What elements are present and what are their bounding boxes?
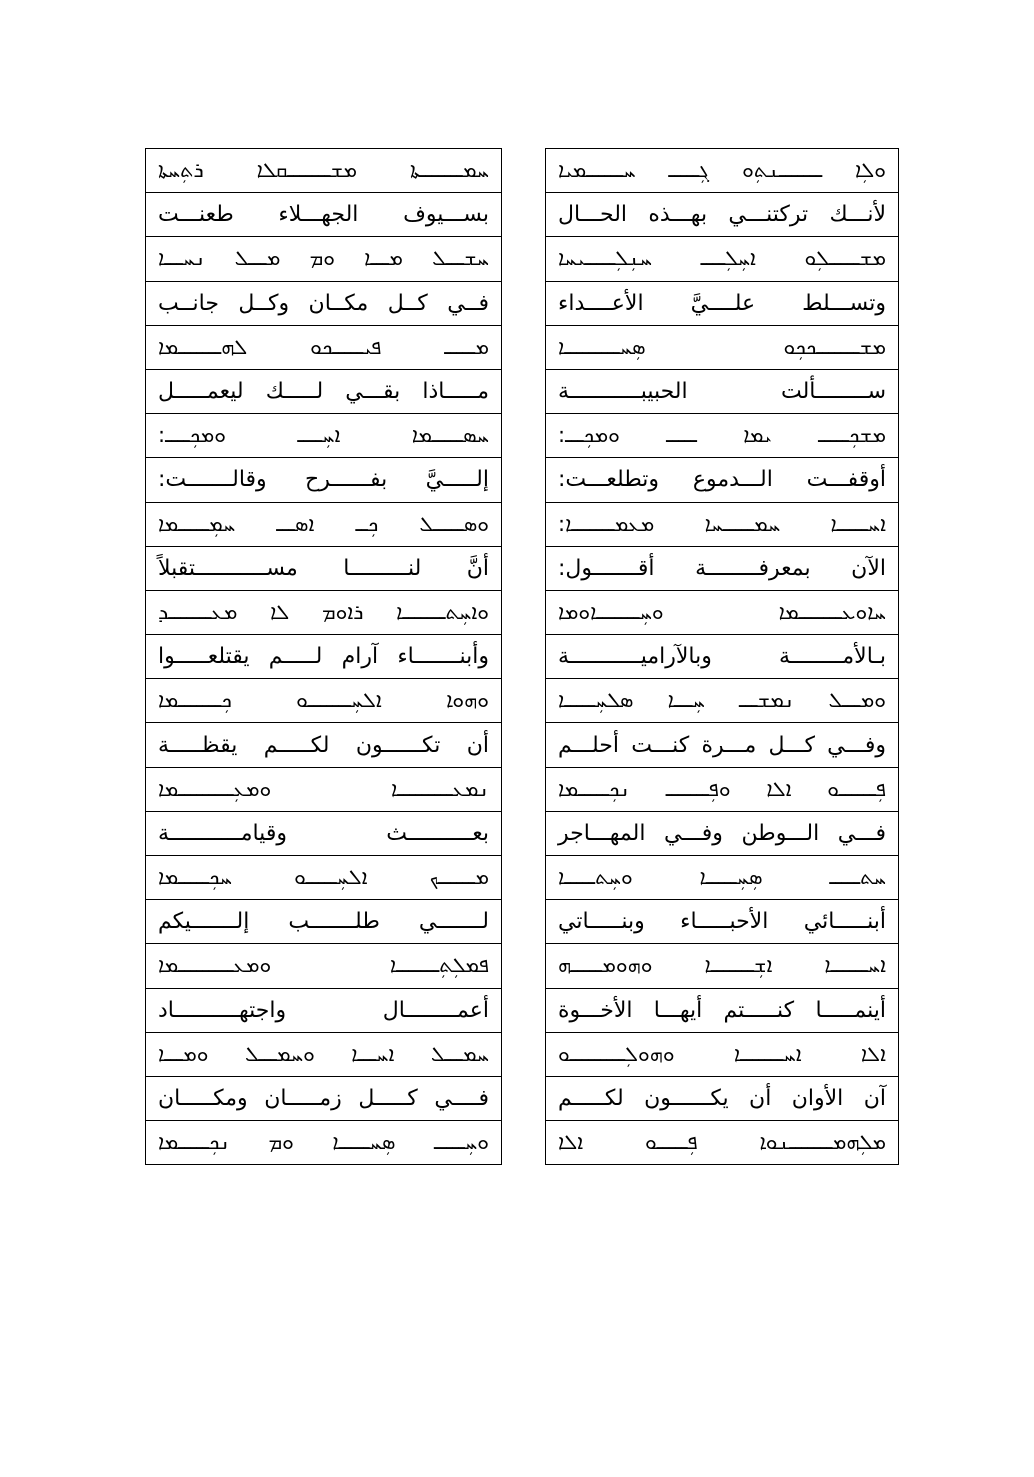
- poem-row: [146, 414, 899, 458]
- column-gap: [502, 635, 546, 679]
- column-gap: [502, 325, 546, 369]
- poem-row: [146, 635, 899, 679]
- verse-right: وفـــي كـــل مـــرة كنـــت أحلـــم: [546, 723, 899, 767]
- verse-right: ســــــــألت الحبيبـــــــــــة: [546, 369, 899, 413]
- verse-right: ܐܠܐ ܐܚـــــــܐ ܘܗܘܠܼـــــــــܘ: [546, 1032, 899, 1076]
- poem-body: [146, 149, 899, 1165]
- poem-row: [146, 1032, 899, 1076]
- poem-row: [146, 723, 899, 767]
- verse-left: ܘܚܼـــــ ܣܼܚـــــܐ ܘܡ ܢܟܼـــــܡܐ: [146, 1121, 502, 1165]
- verse-right: ܡܠܼܗܡـــــــܢܘܐ ܦܼـــــܘ ܐܠܐ: [546, 1121, 899, 1165]
- verse-right: أينمـــــا كنـــــتم أيهـــا الأخـــوة: [546, 988, 899, 1032]
- column-gap: [502, 149, 546, 193]
- verse-right: بـالأمــــــــة وبالآراميـــــــــــة: [546, 635, 899, 679]
- poem-table: [145, 148, 899, 1165]
- verse-left: ܚܡـــܠ ܐܚـــܐ ܘܚܡـــܠ ܘܡـــܐ: [146, 1032, 502, 1076]
- poem-row: [146, 1076, 899, 1120]
- verse-left: ܡـــــ ܦܝـــــܟܘ ܠܗـــــــܡܐ: [146, 325, 502, 369]
- poem-row: [146, 281, 899, 325]
- column-gap: [502, 1076, 546, 1120]
- poem-row: [146, 900, 899, 944]
- column-gap: [502, 723, 546, 767]
- verse-left: لـــــــي طلـــــــب إلـــــــيكم: [146, 900, 502, 944]
- column-gap: [502, 944, 546, 988]
- poem-row: [146, 1121, 899, 1165]
- column-gap: [502, 767, 546, 811]
- column-gap: [502, 237, 546, 281]
- verse-left: ܘܗܘܐ ܐܠܚܼـــــــܘ ܟܼـــــــܡܐ: [146, 679, 502, 723]
- poem-row: [146, 193, 899, 237]
- verse-right: آن الأوان أن يكــــــون لكـــــم: [546, 1076, 899, 1120]
- poem-row: [146, 237, 899, 281]
- poem-row: [146, 458, 899, 502]
- verse-right: ܡܫـــــܠܼܘ ܐܚܼܠܼــــ ܚܢܼܠܼـــــܝܚܐ: [546, 237, 899, 281]
- verse-left: أعمــــــــال واجتهــــــــــاد: [146, 988, 502, 1032]
- verse-left: ܦܡܠܼܬܼـــــــܐ ܘܡܥـــــــــܡܐ: [146, 944, 502, 988]
- verse-left: ܚܣـــــܡܐ ܐܚܼــــ ܘܡܟܼــــ:: [146, 414, 502, 458]
- verse-left: بعــــــــــث وقيامـــــــــــة: [146, 811, 502, 855]
- poem-row: [146, 502, 899, 546]
- verse-left: ܚܡـــــــܬܐ ܡܫـــــــܩܠܐ ܪܬܼܚܬܐ: [146, 149, 502, 193]
- verse-right: أوقفـــت الـــدموع وتطلعـــت:: [546, 458, 899, 502]
- poem-row: [146, 590, 899, 634]
- verse-right: ܚܐܘܥـــــــܡܐ ܘܚܼـــــــܐܘܡܐ: [546, 590, 899, 634]
- verse-left: أن تكــــــون لكـــــم يقظـــــة: [146, 723, 502, 767]
- column-gap: [502, 590, 546, 634]
- poem-row: [146, 679, 899, 723]
- column-gap: [502, 1032, 546, 1076]
- verse-right: وتســـلط علــــيَّ الأعــــداء: [546, 281, 899, 325]
- poem-row: [146, 369, 899, 413]
- verse-right: الآن بمعرفــــــــة أقـــــــول:: [546, 546, 899, 590]
- verse-right: ܡܫܟܼـــــ ܝܡܐ ـــــ ܘܡܟܼـــ:: [546, 414, 899, 458]
- column-gap: [502, 414, 546, 458]
- verse-left: بســـيوف الجهـــلاء طعنـــت: [146, 193, 502, 237]
- column-gap: [502, 1121, 546, 1165]
- verse-left: مـــــاذا بقـــي لـــــك ليعمـــــل: [146, 369, 502, 413]
- poem-row: [146, 856, 899, 900]
- verse-left: فــــي كـــــل زمـــــان ومكـــــان: [146, 1076, 502, 1120]
- verse-left: فــي كــل مكــان وكــل جانــب: [146, 281, 502, 325]
- verse-left: ܢܡܥـــــــــܐ ܘܡܥܼـــــــــܡܐ: [146, 767, 502, 811]
- verse-right: لأنـــك تركتنـــي بهـــذه الحـــال: [546, 193, 899, 237]
- verse-right: ܘܡـــܠ ܢܡܫـــ ܚܼـــܐ ܣܠܚܼـــــܐ: [546, 679, 899, 723]
- column-gap: [502, 458, 546, 502]
- poem-row: [146, 325, 899, 369]
- verse-right: ܘܠܼܐ ـــــــܢܬܼܘ ܓܼـــــ ܚــــــܡܝܐ: [546, 149, 899, 193]
- verse-right: ܐܚـــــܐ ܚܡـــــܚܐ ܡܥܡـــــــܐ:: [546, 502, 899, 546]
- poem-row: [146, 944, 899, 988]
- verse-left: ܡــــــܟ ܐܠܚܼـــــܘ ܚܟܼـــــܡܐ: [146, 856, 502, 900]
- poem-row: [146, 988, 899, 1032]
- verse-left: إلـــــيَّ بفــــــرح وقالـــــــت:: [146, 458, 502, 502]
- verse-right: أبنـــــائي الأحبـــــاء وبنـــــاتي: [546, 900, 899, 944]
- column-gap: [502, 369, 546, 413]
- verse-left: ܚܫـــܠ ܡـــܐ ܘܡ ܡـــܠ ܢܚـــܐ: [146, 237, 502, 281]
- column-gap: [502, 546, 546, 590]
- poem-row: [146, 811, 899, 855]
- column-gap: [502, 502, 546, 546]
- verse-left: ܘܐܚܼܬـــــــܐ ܪܐܘܡ ܠܐ ܡܥـــــــܕ: [146, 590, 502, 634]
- verse-right: فـــي الـــوطن وفـــي المهـــاجر: [546, 811, 899, 855]
- column-gap: [502, 679, 546, 723]
- column-gap: [502, 193, 546, 237]
- verse-left: ܘܣـــــܠ ܟܼــ ܐܣـــ ܚܡܼـــــܡܐ: [146, 502, 502, 546]
- column-gap: [502, 856, 546, 900]
- verse-right: ܡܫـــــــܟܟܼܘ ܣܼܚـــــــــܐ: [546, 325, 899, 369]
- verse-right: ܚܬـــــ ܣܼܚܼـــــܐ ܘܚܼܬـــــܐ: [546, 856, 899, 900]
- column-gap: [502, 281, 546, 325]
- verse-left: أنَّ لنـــــــــا مســـــــــــتقبلاً: [146, 546, 502, 590]
- column-gap: [502, 988, 546, 1032]
- column-gap: [502, 900, 546, 944]
- poem-row: [146, 149, 899, 193]
- poem-row: [146, 546, 899, 590]
- poem-row: [146, 767, 899, 811]
- verse-right: ܦܼــــــܘ ܐܠܐ ܘܦܼـــــــ ܢܟܼـــــܡܐ: [546, 767, 899, 811]
- column-gap: [502, 811, 546, 855]
- verse-right: ܐܚــــــܐ ܐܫܼـــــــܐ ܘܗܘܡـــــܗ: [546, 944, 899, 988]
- verse-left: وأبنـــــــاء آرام لـــــم يقتلعـــــوا: [146, 635, 502, 679]
